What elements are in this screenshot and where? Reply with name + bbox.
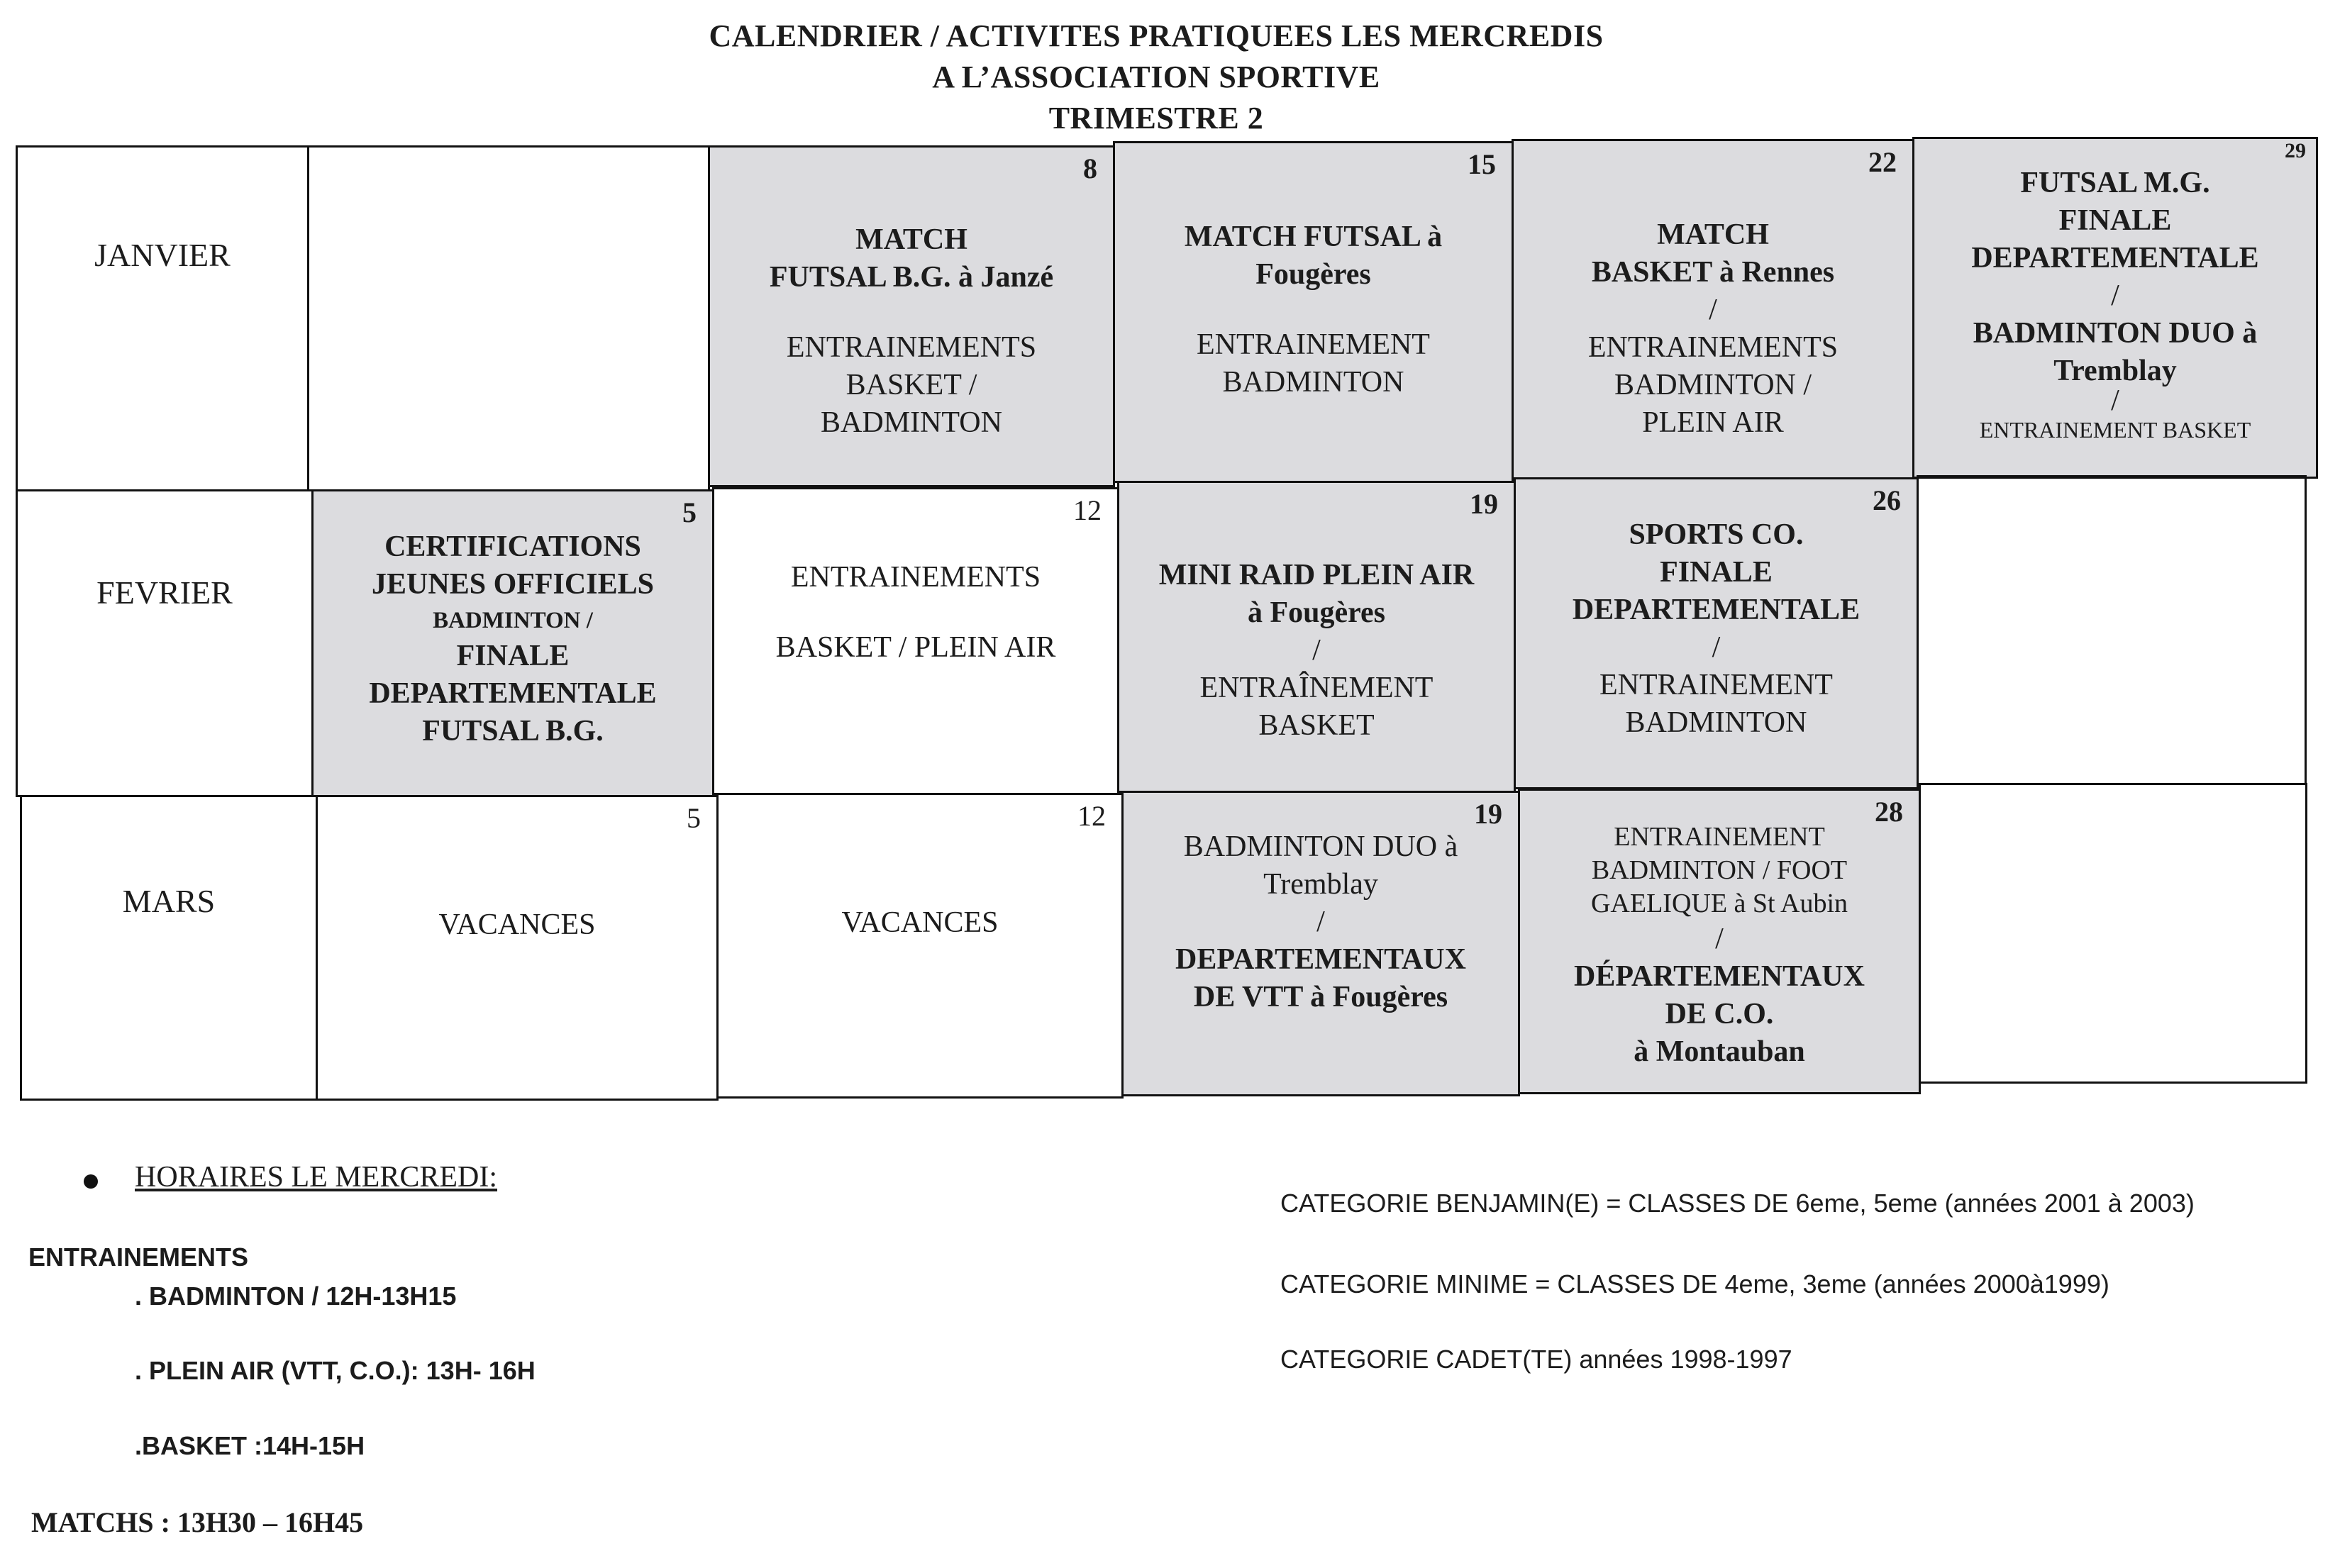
- event-line: BADMINTON / FOOT: [1591, 855, 1848, 885]
- title-line-2: A L’ASSOCIATION SPORTIVE: [932, 60, 1380, 94]
- event-line: /: [1312, 634, 1321, 667]
- event-line: FUTSAL B.G.: [422, 715, 604, 747]
- event-line: DE VTT à Fougères: [1193, 981, 1448, 1013]
- event-line: VACANCES: [438, 908, 596, 941]
- calendar-cell-feb-5: [311, 489, 714, 797]
- event-line: ENTRAINEMENTS: [1587, 331, 1839, 364]
- event-line: FINALE: [2058, 204, 2172, 237]
- calendar-cell-feb-12: [712, 487, 1119, 795]
- event-line: DE C.O.: [1665, 998, 1774, 1030]
- event-line: ENTRAINEMENT BASKET: [1979, 417, 2251, 443]
- calendar-cell-feb-26: [1514, 477, 1919, 789]
- event-line: DÉPARTEMENTAUX: [1574, 960, 1865, 993]
- day-number: 12: [1073, 494, 1102, 526]
- event-line: MINI RAID PLEIN AIR: [1158, 559, 1475, 591]
- calendar-cell-jan-22: [1512, 139, 1914, 481]
- event-line: /: [2111, 384, 2119, 417]
- calendar-cell-jan-8: [708, 145, 1115, 487]
- event-line: BADMINTON: [1222, 366, 1404, 399]
- event-line: FINALE: [456, 640, 570, 672]
- event-line: BADMINTON /: [433, 608, 593, 633]
- calendar-cell-jan-15: [1113, 141, 1514, 483]
- title-line-1: CALENDRIER / ACTIVITES PRATIQUEES LES MERCREDIS: [709, 18, 1604, 53]
- horaires-title: HORAIRES LE MERCREDI:: [135, 1161, 498, 1194]
- event-line: FUTSAL B.G. à Janzé: [769, 261, 1054, 294]
- event-line: /: [1715, 923, 1724, 955]
- event-line: MATCH FUTSAL à: [1184, 221, 1443, 253]
- category-benjamin: CATEGORIE BENJAMIN(E) = CLASSES DE 6eme, 5eme (années 2001 à 2003): [1280, 1189, 2195, 1218]
- calendar-cell-feb-empty: [1917, 475, 2307, 785]
- event-line: ENTRAINEMENTS: [786, 331, 1037, 364]
- event-line: BASKET / PLEIN AIR: [775, 631, 1056, 664]
- event-line: à Montauban: [1634, 1035, 1805, 1068]
- event-line: /: [1316, 906, 1325, 938]
- page-header: [0, 16, 2312, 139]
- event-line: ENTRAINEMENT: [1599, 669, 1833, 701]
- event-line: CERTIFICATIONS: [384, 530, 641, 563]
- event-line: DEPARTEMENTALE: [369, 677, 657, 710]
- month-fevrier-label: FEVRIER: [96, 574, 233, 611]
- day-number: 12: [1077, 800, 1106, 832]
- event-line: à Fougères: [1247, 596, 1386, 629]
- day-number: 26: [1873, 484, 1901, 516]
- event-line: DEPARTEMENTALE: [1971, 242, 2259, 274]
- event-line: /: [1712, 631, 1721, 664]
- event-line: DEPARTEMENTAUX: [1175, 943, 1466, 976]
- event-line: GAELIQUE à St Aubin: [1590, 889, 1848, 918]
- schedule-plein-air: . PLEIN AIR (VTT, C.O.): 13H- 16H: [135, 1356, 536, 1385]
- event-line: Tremblay: [2053, 355, 2177, 387]
- calendar-cell-jan-29: [1912, 137, 2318, 479]
- event-line: ENTRAÎNEMENT: [1199, 672, 1434, 704]
- event-line: BASKET /: [845, 369, 977, 401]
- day-number: 29: [2285, 139, 2306, 162]
- day-number: 19: [1470, 488, 1498, 520]
- event-line: DEPARTEMENTALE: [1572, 594, 1861, 626]
- event-line: ENTRAINEMENT: [1197, 328, 1430, 361]
- month-janvier-cell: [16, 145, 309, 491]
- day-number: 22: [1868, 146, 1897, 178]
- day-number: 28: [1875, 796, 1903, 828]
- event-line: SPORTS CO.: [1629, 518, 1804, 551]
- entrainements-heading: ENTRAINEMENTS: [28, 1242, 249, 1272]
- month-janvier-label: JANVIER: [94, 237, 231, 273]
- calendar-cell-feb-19: [1117, 481, 1516, 793]
- schedule-basket: .BASKET :14H-15H: [135, 1431, 365, 1460]
- day-number: 15: [1468, 148, 1496, 180]
- event-line: ENTRAINEMENT: [1614, 822, 1825, 852]
- event-line: BADMINTON: [1625, 706, 1807, 739]
- event-line: Tremblay: [1263, 868, 1378, 901]
- event-line: ENTRAINEMENTS: [790, 561, 1041, 594]
- event-line: VACANCES: [841, 906, 999, 939]
- day-number: 19: [1474, 798, 1502, 830]
- event-line: BASKET à Rennes: [1591, 256, 1835, 289]
- calendar-cell-mar-19: [1121, 791, 1520, 1096]
- event-line: MATCH: [1657, 218, 1769, 251]
- event-line: Fougères: [1255, 258, 1371, 291]
- event-line: FINALE: [1660, 556, 1773, 589]
- event-line: MATCH: [855, 223, 967, 256]
- calendar-cell-mar-28: [1518, 789, 1921, 1094]
- event-line: JEUNES OFFICIELS: [372, 568, 654, 601]
- category-minime: CATEGORIE MINIME = CLASSES DE 4eme, 3eme (années 2000à1999): [1280, 1269, 2109, 1299]
- schedule-badminton: . BADMINTON / 12H-13H15: [135, 1281, 457, 1311]
- day-number: 8: [1083, 152, 1097, 184]
- schedule-matchs: MATCHS : 13H30 – 16H45: [31, 1506, 364, 1538]
- event-line: /: [1709, 294, 1717, 326]
- bullet-icon: [84, 1174, 98, 1189]
- calendar-cell-jan-empty: [307, 145, 710, 491]
- day-number: 5: [682, 496, 697, 528]
- event-line: /: [2111, 279, 2119, 312]
- event-line: BADMINTON: [821, 406, 1002, 439]
- month-mars-cell: [20, 795, 318, 1101]
- day-number: 5: [687, 802, 701, 834]
- calendar-cell-mar-12: [716, 793, 1124, 1099]
- month-fevrier-cell: [16, 489, 314, 797]
- calendar-cell-mar-5: [316, 795, 719, 1101]
- calendar-cell-mar-empty: [1919, 783, 2307, 1084]
- event-line: BADMINTON DUO à: [1973, 317, 2258, 350]
- event-line: PLEIN AIR: [1642, 406, 1784, 439]
- event-line: BASKET: [1258, 709, 1375, 742]
- event-line: BADMINTON /: [1614, 369, 1812, 401]
- event-line: FUTSAL M.G.: [2020, 167, 2210, 199]
- category-cadet: CATEGORIE CADET(TE) années 1998-1997: [1280, 1345, 1792, 1374]
- event-line: BADMINTON DUO à: [1183, 830, 1458, 863]
- month-mars-label: MARS: [122, 883, 216, 919]
- title-line-3: TRIMESTRE 2: [1048, 101, 1264, 135]
